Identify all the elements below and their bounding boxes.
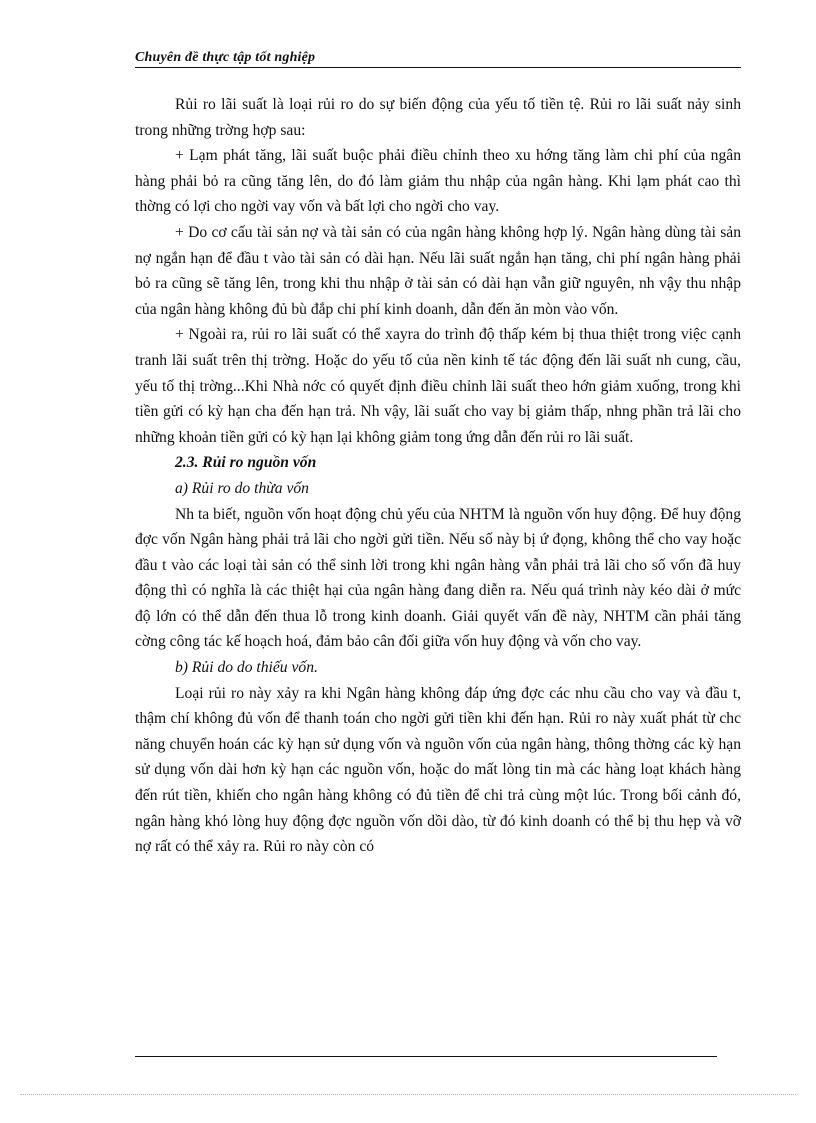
page-boundary [20, 1094, 796, 1095]
paragraph-asset-structure: + Do cơ cấu tài sản nợ và tài sản có của ngân hàng không hợp lý. Ngân hàng dùng tài sản nợ ngắn hạn để đầu t vào tài sản có dài hạn. Nếu lãi suất ngắn hạn tăng, chi phí ngân hàng phải bỏ ra cũng sẽ tăng lên, trong khi thu nhập ở tài sản có dài hạn vẫn giữ nguyên, nh vậy thu nhập của ngân hàng không đủ bù đắp chi phí kinh doanh, dẫn đến ăn mòn vào vốn. [135, 223, 741, 318]
footer-rule [135, 1056, 717, 1057]
subsection-heading-a: a) Rủi ro do thừa vốn [175, 479, 309, 497]
paragraph-capital-shortage: Loại rủi ro này xảy ra khi Ngân hàng không đáp ứng đợc các nhu cầu cho vay và đầu t, thậm chí không đủ vốn để thanh toán cho ngời gửi tiền khi đến hạn. Rủi ro này xuất phát từ chc năng chuyển hoán các kỳ hạn sử dụng vốn và nguồn vốn của ngân hàng, thông thờng các kỳ hạn sử dụng vốn dài hơn kỳ hạn các nguồn vốn, hoặc do mất lòng tin mà các hàng loạt khách hàng đến rút tiền, khiến cho ngân hàng không có đủ tiền để chi trả cùng một lúc. Trong bối cảnh đó, ngân hàng khó lòng huy động đợc nguồn vốn dồi dào, từ đó kinh doanh có thể bị thu hẹp và vỡ nợ rất có thể xảy ra. Rủi ro này còn có [135, 684, 741, 856]
paragraph-surplus-capital: Nh ta biết, nguồn vốn hoạt động chủ yếu của NHTM là nguồn vốn huy động. Để huy động đợc vốn Ngân hàng phải trả lãi cho ngời gửi tiền. Nếu số này bị ứ đọng, không thể cho vay hoặc đầu t vào các loại tài sản có thể sinh lời trong khi ngân hàng vẫn phải trả lãi cho số vốn đã huy động thì có nghĩa là các thiệt hại của ngân hàng đang diễn ra. Nếu quá trình này kéo dài ở mức độ lớn có thể dẫn đến thua lỗ trong kinh doanh. Giải quyết vấn đề này, NHTM cần phải tăng cờng công tác kế hoạch hoá, đảm bảo cân đối giữa vốn huy động và vốn cho vay. [135, 505, 741, 651]
document-body [135, 92, 741, 860]
paragraph-interest-risk-intro: Rủi ro lãi suất là loại rủi ro do sự biến động của yếu tố tiền tệ. Rủi ro lãi suất nảy sinh trong những trờng hợp sau: [135, 96, 741, 139]
paragraph-inflation: + Lạm phát tăng, lãi suất buộc phải điều chỉnh theo xu hớng tăng làm chi phí của ngân hàng phải bỏ ra cũng tăng lên, do đó làm giảm thu nhập của ngân hàng. Khi lạm phát cao thì thờng có lợi cho ngời vay vốn và bất lợi cho ngời cho vay. [135, 147, 741, 216]
section-heading: 2.3. Rủi ro nguồn vốn [175, 454, 317, 472]
paragraph-competition: + Ngoài ra, rủi ro lãi suất có thể xayra do trình độ thấp kém bị thua thiệt trong việc cạnh tranh lãi suất trên thị trờng. Hoặc do yếu tố của nền kinh tế tác động đến lãi suất nh cung, cầu, yếu tố thị trờng...Khi Nhà nớc có quyết định điều chỉnh lãi suất theo hớn giảm xuống, trong khi tiền gửi có kỳ hạn cha đến hạn trả. Nh vậy, lãi suất cho vay bị giảm thấp, nhng phần trả lãi cho những khoản tiền gửi có kỳ hạn lại không giảm tong ứng dẫn đến rủi ro lãi suất. [135, 326, 741, 446]
page-header: Chuyên đề thực tập tốt nghiệp [135, 50, 741, 68]
subsection-heading-b: b) Rủi do do thiếu vốn. [175, 659, 318, 677]
